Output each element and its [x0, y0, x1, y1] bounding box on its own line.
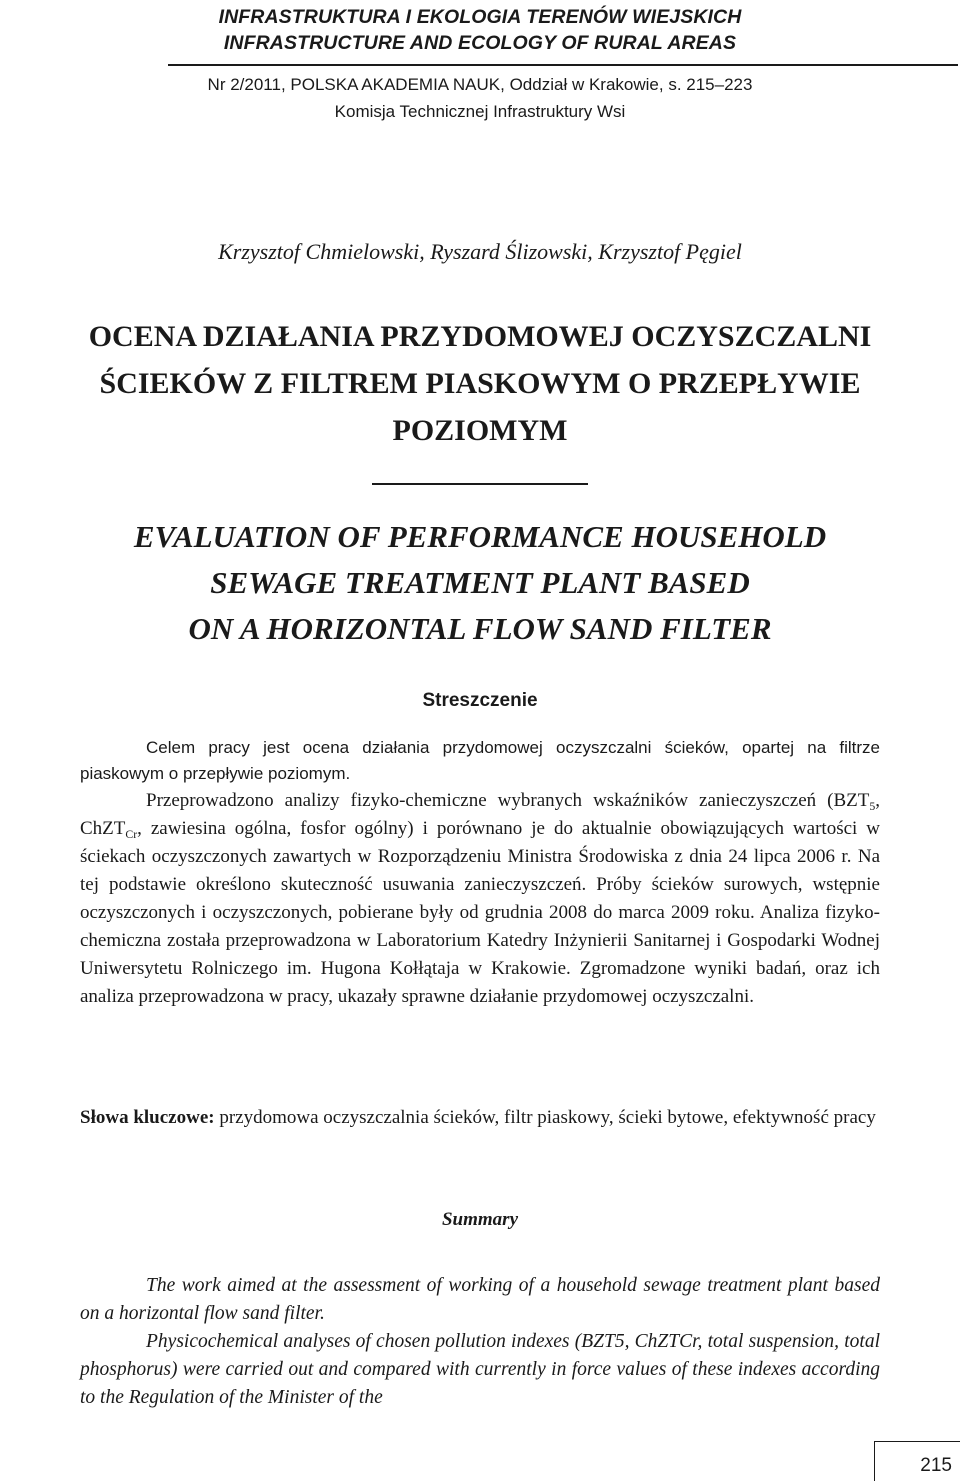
- keywords-label: Słowa kluczowe:: [80, 1107, 215, 1128]
- journal-title-pl: INFRASTRUKTURA I EKOLOGIA TERENÓW WIEJSKICH: [218, 6, 742, 28]
- committee-line: Komisja Technicznej Infrastruktury Wsi: [334, 102, 626, 121]
- journal-title-en: INFRASTRUCTURE AND ECOLOGY OF RURAL AREAS: [223, 32, 737, 54]
- title-pl-line: OCENA DZIAŁANIA PRZYDOMOWEJ OCZYSZCZALNI: [88, 320, 872, 353]
- authors: Krzysztof Chmielowski, Ryszard Ślizowski, Krzysztof Pęgiel: [218, 239, 742, 264]
- keywords: [80, 1104, 880, 1132]
- summary-para-2: Physicochemical analyses of chosen pollution indexes (BZT5, ChZTCr, total suspension, total phosphorus) were carried out and compared with currently in force values of these indexes according to the Regulation of the Minister of the: [80, 1331, 880, 1408]
- journal-titles: [80, 4, 880, 56]
- page-number: 215: [920, 1455, 952, 1476]
- subscript: 5: [869, 800, 876, 814]
- title-pl-line: ŚCIEKÓW Z FILTREM PIASKOWYM O PRZEPŁYWIE: [99, 367, 861, 400]
- abstract-pl-text: Przeprowadzono analizy fizyko-chemiczne wybranych wskaźników zanieczyszczeń (BZT: [146, 790, 870, 811]
- abstract-pl-text: , ChZT: [80, 790, 880, 839]
- abstract-pl-text: , zawiesina ogólna, fosfor ogólny) i porównano je do aktualnie obowiązujących wartości w ściekach oczyszczonych zawartych w Rozporządzeniu Ministra Środowiska z dnia 24 lipca 2006 r. Na tej podstawie określono skuteczność usuwania zanieczyszczeń. Próby ścieków surowych, wstępnie oczyszczonych i oczyszczonych, pobierane były od grudnia 2008 do marca 2009 roku. Analiza fizyko-chemiczna została przeprowadzona w Laboratorium Katedry Inżynierii Sanitarnej i Gospodarki Wodnej Uniwersytetu Rolniczego im. Hugona Kołłątaja w Krakowie. Zgromadzone wyniki badań, oraz ich analiza przeprowadzona w pracy, ukazały sprawne działanie przydomowej oczyszczalni.: [80, 818, 880, 1007]
- abstract-pl-para-1: Celem pracy jest ocena działania przydomowej oczyszczalni ścieków, opartej na filtrze piaskowym o przepływie poziomym.: [80, 738, 880, 783]
- summary-para-1: The work aimed at the assessment of working of a household sewage treatment plant based on a horizontal flow sand filter.: [80, 1275, 880, 1324]
- keywords-text: przydomowa oczyszczalnia ścieków, filtr piaskowy, ścieki bytowe, efektywność pracy: [214, 1107, 876, 1128]
- title-en: [40, 514, 920, 652]
- streszczenie-heading: Streszczenie: [422, 690, 538, 711]
- title-pl: [60, 313, 900, 454]
- abstract-pl: [80, 735, 880, 1011]
- abstract-pl-para-2: [80, 787, 880, 1011]
- subscript: Cr: [125, 828, 138, 842]
- issue-info: [80, 71, 880, 125]
- page-number-rule: [874, 1441, 960, 1442]
- title-en-line: EVALUATION OF PERFORMANCE HOUSEHOLD: [133, 519, 827, 554]
- header-rule: [168, 64, 958, 66]
- summary-en: [80, 1272, 880, 1412]
- issue-line: Nr 2/2011, POLSKA AKADEMIA NAUK, Oddział w Krakowie, s. 215–223: [207, 75, 753, 94]
- page-number-rule-vertical: [874, 1441, 875, 1481]
- title-pl-line: POZIOMYM: [392, 414, 568, 447]
- title-en-line: SEWAGE TREATMENT PLANT BASED: [210, 565, 750, 600]
- summary-heading: Summary: [441, 1209, 519, 1230]
- title-divider: [372, 483, 588, 485]
- title-en-line: ON A HORIZONTAL FLOW SAND FILTER: [188, 611, 772, 646]
